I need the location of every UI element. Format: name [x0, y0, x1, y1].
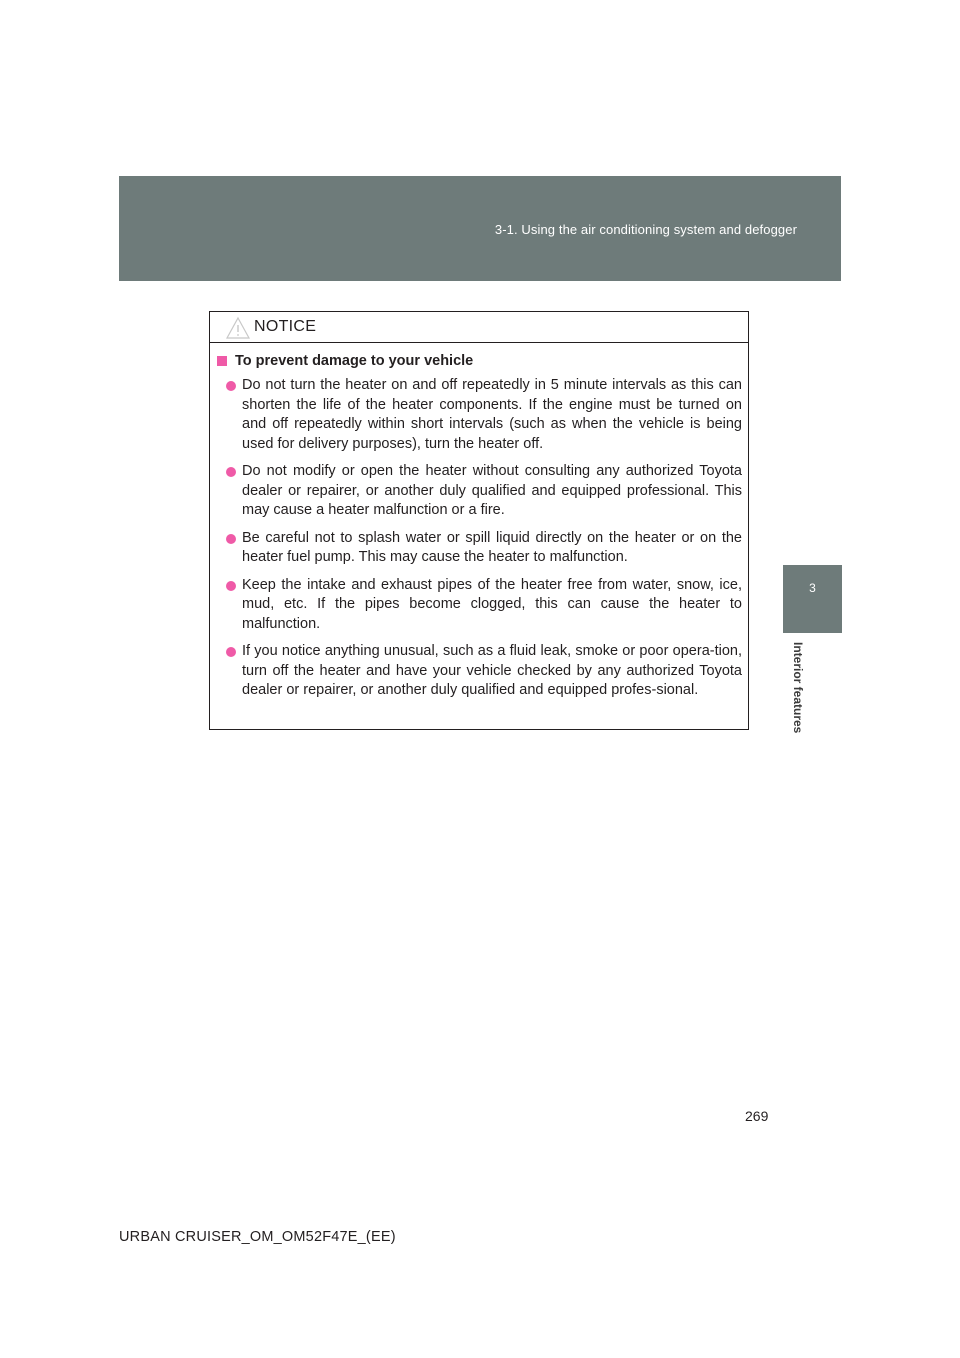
section-heading	[217, 353, 742, 369]
chapter-number: 3	[809, 581, 816, 595]
chapter-label: Interior features	[791, 642, 805, 734]
list-item	[217, 376, 742, 454]
list-item-text: Do not modify or open the heater without consulting any authorized Toyota dealer or repairer, or another duly qualified and equipped professional. This may cause a heater malfunction or a fire.	[242, 463, 742, 518]
warning-triangle-icon	[225, 316, 251, 340]
list-item-text: Keep the intake and exhaust pipes of the heater free from water, snow, ice, mud, etc. If the pipes become clogged, this can cause the heater to malfunction.	[242, 576, 742, 632]
bullet-dot-icon	[226, 534, 236, 544]
bullet-dot-icon	[226, 381, 236, 391]
footer-code: URBAN CRUISER_OM_OM52F47E_(EE)	[119, 1229, 396, 1245]
list-item	[217, 642, 742, 701]
section-title: 3-1. Using the air conditioning system and defogger	[494, 222, 797, 237]
notice-title: NOTICE	[254, 318, 317, 335]
section-heading-text: To prevent damage to your vehicle	[235, 353, 474, 369]
bullet-dot-icon	[226, 467, 236, 477]
square-bullet-icon	[217, 356, 227, 366]
bullet-dot-icon	[226, 581, 236, 591]
bullet-dot-icon	[226, 647, 236, 657]
page-number: 269	[745, 1108, 769, 1124]
list-item-text: Do not turn the heater on and off repeatedly in 5 minute intervals as this can shorten the life of the heater components. If the engine must be turned on and off repeatedly within short intervals (such as when the vehicle is being used for delivery purposes), turn the heater off.	[242, 377, 742, 452]
list-item	[217, 576, 742, 635]
chapter-tab	[783, 565, 842, 633]
notice-header	[210, 312, 748, 343]
list-item-text: If you notice anything unusual, such as a fluid leak, smoke or poor opera-tion, turn off the heater and have your vehicle checked by any authorized Toyota dealer or repairer, or another duly qualified and equipped profes-sional.	[242, 643, 742, 698]
notice-body	[210, 343, 748, 701]
notice-box	[209, 311, 749, 730]
list-item-text: Be careful not to splash water or spill liquid directly on the heater or on the heater fuel pump. This may cause the heater to malfunction.	[242, 529, 742, 565]
list-item	[217, 462, 742, 521]
list-item	[217, 529, 742, 568]
header-band	[119, 176, 841, 281]
